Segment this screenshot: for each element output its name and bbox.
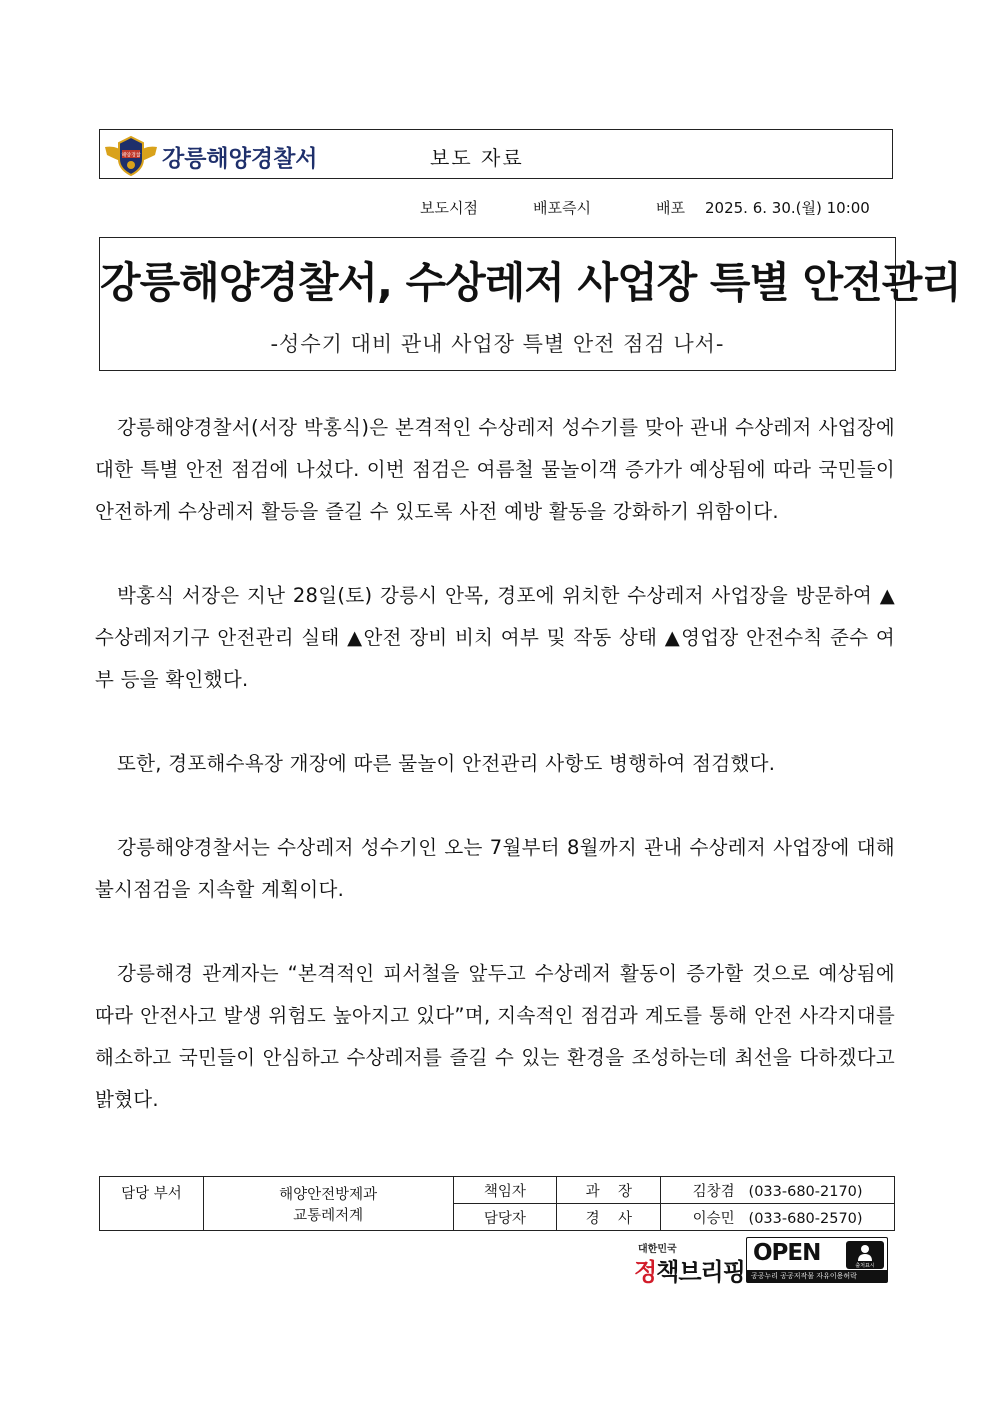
contact-phone: (033-680-2570) <box>748 1210 863 1227</box>
briefing-rest: 책브리핑 <box>656 1258 745 1286</box>
dept-line: 해양안전방제과 <box>279 1186 378 1203</box>
release-time-label: 보도시점 <box>420 199 478 217</box>
contact-name: 이승민 <box>692 1210 735 1227</box>
title-box <box>99 237 961 371</box>
distribution-datetime: 2025. 6. 30.(월) 10:00 <box>705 199 870 217</box>
paragraph: 또한, 경포해수욕장 개장에 따른 물놀이 안전관리 사항도 병행하여 점검했다. <box>117 752 776 775</box>
policy-briefing-logo <box>634 1252 745 1287</box>
contact-person <box>661 1177 895 1204</box>
paragraph: 강릉해양경찰서는 수상레저 성수기인 오는 7월부터 8월까지 관내 수상레저 사업장에 대해 불시점검을 지속할 계획이다. <box>95 836 895 901</box>
dept-name <box>203 1177 453 1231</box>
coast-guard-emblem-icon <box>103 133 159 177</box>
contact-role: 담당자 <box>453 1204 557 1231</box>
contact-title: 경 사 <box>557 1204 661 1231</box>
table-row <box>100 1177 895 1204</box>
contact-person <box>661 1204 895 1231</box>
header-box <box>99 129 893 179</box>
dept-label: 담당 부서 <box>100 1177 204 1231</box>
contact-role: 책임자 <box>453 1177 557 1204</box>
paragraph: 박홍식 서장은 지난 28일(토) 강릉시 안목, 경포에 위치한 수상레저 사업장을 방문하여 ▲수상레저기구 안전관리 실태 ▲안전 장비 비치 여부 및 작동 상태 ▲영업장 안전수칙 준수 여부 등을 확인했다. <box>95 584 895 691</box>
contact-table <box>99 1176 895 1231</box>
person-icon <box>846 1241 884 1269</box>
contact-title: 과 장 <box>557 1177 661 1204</box>
body-text <box>95 407 895 1121</box>
emblem-text: 해양경찰 <box>121 152 141 159</box>
paragraph: 강릉해양경찰서(서장 박홍식)은 본격적인 수상레저 성수기를 맞아 관내 수상레저 사업장에 대한 특별 안전 점검에 나섰다. 이번 점검은 여름철 물놀이객 증가가 예상됨에 따라 국민들이 안전하게 수상레저 활등을 즐길 수 있도록 사전 예방 활동을 강화하기 위함이다. <box>95 416 895 523</box>
distribution-label: 배포 <box>656 199 685 217</box>
contact-phone: (033-680-2170) <box>748 1183 863 1200</box>
release-label: 보도 자료 <box>430 146 524 170</box>
briefing-red: 정 <box>634 1258 657 1286</box>
open-label: OPEN <box>753 1240 821 1266</box>
dept-line: 교통레저계 <box>293 1207 364 1224</box>
main-title: 강릉해양경찰서, 수상레저 사업장 특별 안전관리 <box>100 258 961 307</box>
kogl-open-license <box>746 1237 888 1283</box>
korea-label: 대한민국 <box>638 1244 677 1255</box>
footer-logos <box>630 1236 890 1284</box>
release-time-value: 배포즉시 <box>533 199 591 217</box>
org-name: 강릉해양경찰서 <box>162 146 318 172</box>
release-info <box>0 197 890 219</box>
open-strip: 공공누리 공공저작물 자유이용허락 <box>747 1270 887 1282</box>
attribution-badge <box>846 1241 884 1269</box>
paragraph: 강릉해경 관계자는 “본격적인 피서철을 앞두고 수상레저 활동이 증가할 것으로 예상됨에 따라 안전사고 발생 위험도 높아지고 있다”며, 지속적인 점검과 계도를 통해 안전 사각지대를 해소하고 국민들이 안심하고 수상레저를 즐길 수 있는 환경을 조성하는데 최선을 다하겠다고 밝혔다. <box>95 962 895 1111</box>
sub-title: -성수기 대비 관내 사업장 특별 안전 점검 나서- <box>270 332 725 356</box>
contact-name: 김창겸 <box>692 1183 735 1200</box>
attribution-text: 출처표시 <box>855 1263 875 1269</box>
